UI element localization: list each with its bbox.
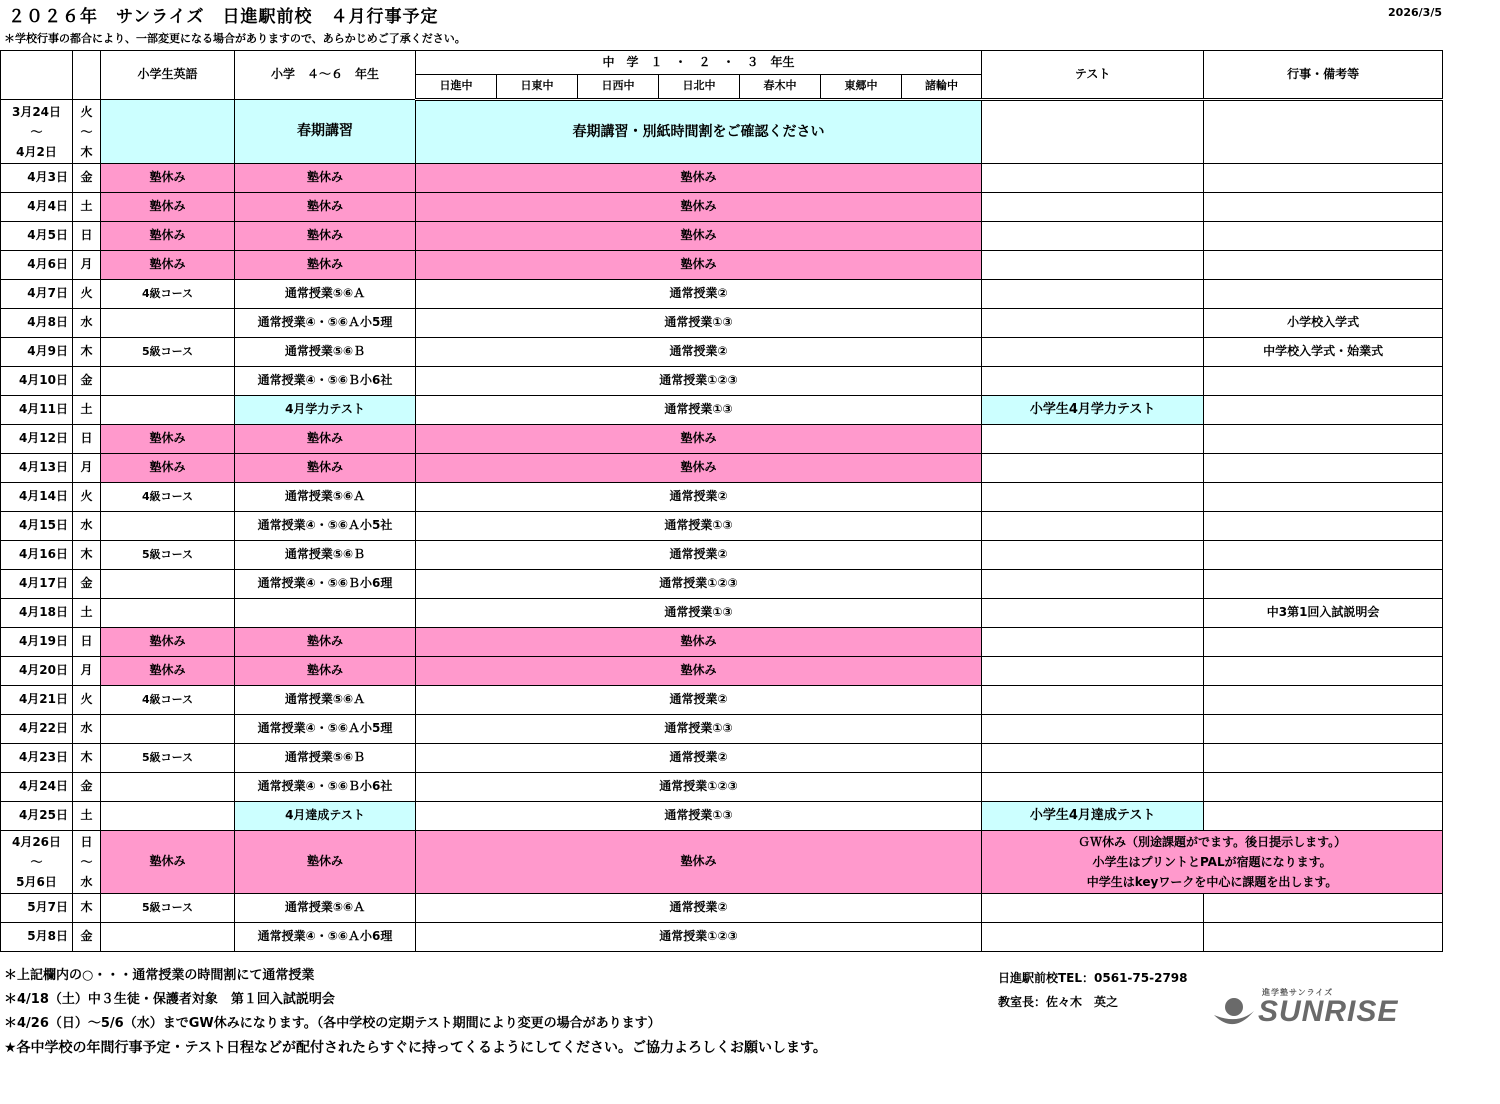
date-cell: 4月17日 [1, 570, 73, 599]
event-cell [1204, 425, 1443, 454]
dow-cell: 金 [73, 164, 101, 193]
event-cell [1204, 541, 1443, 570]
elem-46-cell: 通常授業⑤⑥Ａ [235, 280, 416, 309]
test-cell [982, 193, 1204, 222]
table-row [1, 831, 1443, 894]
footer-note: ＊上記欄内の○・・・通常授業の時間割にて通常授業 [4, 968, 315, 983]
footer-note: ＊4/26（日）～5/6（水）までGW休みになります。（各中学校の定期テスト期間により変更の場合があります） [4, 1016, 661, 1031]
dow-cell: 木 [73, 894, 101, 923]
date-cell-line: 3月24日 [11, 104, 62, 119]
elem-english-cell [101, 802, 235, 831]
dow-cell: 水 [73, 309, 101, 338]
middle-cell: 通常授業② [416, 483, 982, 512]
table-row [1, 599, 1443, 628]
dow-cell: 月 [73, 251, 101, 280]
elem-46-cell: 通常授業④・⑤⑥Ａ小6理 [235, 923, 416, 952]
event-cell [1204, 164, 1443, 193]
header-events: 行事・備考等 [1204, 51, 1443, 100]
dow-cell: 月 [73, 657, 101, 686]
dow-cell [73, 831, 101, 894]
test-cell [982, 715, 1204, 744]
table-row [1, 570, 1443, 599]
test-cell [982, 367, 1204, 396]
test-cell [982, 541, 1204, 570]
table-row [1, 164, 1443, 193]
elem-english-cell: 塾休み [101, 657, 235, 686]
event-cell [1204, 193, 1443, 222]
dow-cell: 火 [73, 686, 101, 715]
test-cell [982, 628, 1204, 657]
page-title: ２０２６年 サンライズ 日進駅前校 ４月行事予定 [8, 7, 439, 27]
table-row [1, 309, 1443, 338]
header-school: 春木中 [740, 75, 821, 100]
elem-46-cell: 通常授業⑤⑥Ａ [235, 686, 416, 715]
elem-english-cell: 塾休み [101, 193, 235, 222]
date-cell: 4月15日 [1, 512, 73, 541]
table-row [1, 483, 1443, 512]
date-cell: 4月18日 [1, 599, 73, 628]
date-cell [1, 831, 73, 894]
dow-cell: 月 [73, 454, 101, 483]
test-cell [982, 164, 1204, 193]
school-info [998, 966, 1188, 1014]
date-cell: 4月13日 [1, 454, 73, 483]
middle-cell: 通常授業①③ [416, 802, 982, 831]
middle-cell: 通常授業①③ [416, 309, 982, 338]
elem-english-cell: 塾休み [101, 251, 235, 280]
elem-english-cell: 塾休み [101, 222, 235, 251]
middle-cell: 塾休み [416, 164, 982, 193]
date-cell: 4月12日 [1, 425, 73, 454]
date-cell: 4月24日 [1, 773, 73, 802]
middle-cell: 通常授業①②③ [416, 773, 982, 802]
event-cell: 中3第1回入試説明会 [1204, 599, 1443, 628]
elem-english-cell [101, 396, 235, 425]
date-cell: 4月23日 [1, 744, 73, 773]
event-cell [1204, 570, 1443, 599]
test-cell [982, 280, 1204, 309]
dow-cell: 金 [73, 923, 101, 952]
dow-cell: 土 [73, 599, 101, 628]
middle-cell: 塾休み [416, 657, 982, 686]
header-test: テスト [982, 51, 1204, 100]
elem-english-cell [101, 715, 235, 744]
event-cell [1204, 894, 1443, 923]
event-cell [1204, 715, 1443, 744]
middle-cell: 塾休み [416, 454, 982, 483]
date-cell: 4月16日 [1, 541, 73, 570]
test-cell [982, 483, 1204, 512]
test-cell [982, 686, 1204, 715]
table-row [1, 802, 1443, 831]
elem-46-cell: 4月学力テスト [235, 396, 416, 425]
table-row [1, 367, 1443, 396]
test-cell: 小学生4月達成テスト [982, 802, 1204, 831]
event-cell [1204, 628, 1443, 657]
date-cell: 4月10日 [1, 367, 73, 396]
dow-cell-line: 火 [80, 104, 93, 119]
date-cell: 4月3日 [1, 164, 73, 193]
elem-english-cell: 5級コース [101, 338, 235, 367]
test-cell [982, 512, 1204, 541]
logo-text: SUNRISE [1258, 995, 1399, 1028]
dow-cell-line: 日 [80, 835, 93, 849]
event-cell [1204, 923, 1443, 952]
table-row [1, 193, 1443, 222]
elem-english-cell [101, 773, 235, 802]
elem-46-cell: 塾休み [235, 454, 416, 483]
elem-english-cell: 5級コース [101, 894, 235, 923]
gw-note-line: ＧＷ休み（別途課題がでます。後日提示します。） [1078, 835, 1347, 849]
middle-cell: 通常授業② [416, 744, 982, 773]
middle-cell: 塾休み [416, 831, 982, 894]
date-cell: 4月22日 [1, 715, 73, 744]
table-row [1, 744, 1443, 773]
table-row [1, 657, 1443, 686]
header-elem-english: 小学生英語 [101, 51, 235, 100]
middle-cell: 通常授業② [416, 894, 982, 923]
gw-note-line: 中学生はkeyワークを中心に課題を出します。 [1086, 875, 1338, 889]
test-cell [982, 570, 1204, 599]
elem-46-cell: 通常授業④・⑤⑥Ａ小5社 [235, 512, 416, 541]
date-cell: 4月21日 [1, 686, 73, 715]
test-cell [982, 100, 1204, 164]
elem-46-cell: 塾休み [235, 657, 416, 686]
footer-notes [4, 964, 827, 1060]
test-cell [982, 454, 1204, 483]
date-cell: 5月7日 [1, 894, 73, 923]
test-cell [982, 309, 1204, 338]
middle-cell: 通常授業② [416, 280, 982, 309]
dow-cell: 日 [73, 628, 101, 657]
table-row [1, 541, 1443, 570]
event-cell [1204, 657, 1443, 686]
date-cell: 5月8日 [1, 923, 73, 952]
elem-english-cell: 4級コース [101, 280, 235, 309]
middle-cell: 塾休み [416, 193, 982, 222]
dow-cell: 木 [73, 744, 101, 773]
dow-cell: 水 [73, 715, 101, 744]
elem-english-cell: 5級コース [101, 744, 235, 773]
principal-name: 教室長：佐々木 英之 [998, 995, 1119, 1009]
event-cell [1204, 802, 1443, 831]
middle-cell: 通常授業①②③ [416, 570, 982, 599]
middle-cell: 通常授業①②③ [416, 923, 982, 952]
event-cell [1204, 483, 1443, 512]
table-row [1, 338, 1443, 367]
elem-46-cell: 塾休み [235, 831, 416, 894]
dow-cell-line: ～ [80, 855, 93, 869]
test-cell [982, 222, 1204, 251]
test-cell [982, 744, 1204, 773]
event-cell [1204, 686, 1443, 715]
test-cell [982, 599, 1204, 628]
middle-cell: 塾休み [416, 628, 982, 657]
table-row [1, 396, 1443, 425]
footer-note: ★各中学校の年間行事予定・テスト日程などが配付されたらすぐに持ってくるようにしてください。ご協力よろしくお願いします。 [4, 1040, 827, 1056]
date-cell: 4月5日 [1, 222, 73, 251]
dow-cell: 金 [73, 367, 101, 396]
elem-46-cell: 塾休み [235, 164, 416, 193]
header-school: 日進中 [416, 75, 497, 100]
dow-cell-line: ～ [80, 124, 93, 139]
elem-english-cell: 塾休み [101, 628, 235, 657]
dow-cell: 土 [73, 802, 101, 831]
sunrise-logo [1212, 985, 1422, 1035]
gw-note-line: 小学生はプリントとPALが宿題になります。 [1092, 855, 1332, 869]
table-row [1, 100, 1443, 164]
dow-cell: 日 [73, 222, 101, 251]
dow-cell: 火 [73, 483, 101, 512]
table-row [1, 512, 1443, 541]
date-cell: 4月4日 [1, 193, 73, 222]
date-cell: 4月14日 [1, 483, 73, 512]
dow-cell-line: 水 [80, 875, 93, 889]
event-cell [1204, 396, 1443, 425]
date-cell: 4月7日 [1, 280, 73, 309]
middle-cell: 塾休み [416, 222, 982, 251]
event-cell [1204, 454, 1443, 483]
table-row [1, 280, 1443, 309]
table-row [1, 894, 1443, 923]
middle-cell: 通常授業①③ [416, 715, 982, 744]
event-cell [1204, 367, 1443, 396]
sunrise-logo-icon [1212, 989, 1256, 1033]
table-row [1, 425, 1443, 454]
date-cell-line: ～ [30, 124, 43, 139]
elem-46-cell [235, 599, 416, 628]
test-cell [982, 894, 1204, 923]
dow-cell: 金 [73, 773, 101, 802]
elem-english-cell [101, 923, 235, 952]
elem-46-cell: 通常授業⑤⑥Ａ [235, 894, 416, 923]
date-cell: 4月19日 [1, 628, 73, 657]
date-cell: 4月25日 [1, 802, 73, 831]
date-cell [1, 100, 73, 164]
elem-english-cell [101, 512, 235, 541]
schedule-table [0, 50, 1443, 952]
middle-cell: 通常授業①②③ [416, 367, 982, 396]
middle-cell: 春期講習・別紙時間割をご確認ください [416, 100, 982, 164]
date-cell: 4月8日 [1, 309, 73, 338]
event-cell: 中学校入学式・始業式 [1204, 338, 1443, 367]
school-tel: 日進駅前校TEL：0561-75-2798 [998, 971, 1188, 985]
dow-cell: 土 [73, 396, 101, 425]
table-row [1, 686, 1443, 715]
elem-46-cell: 通常授業④・⑤⑥Ａ小5理 [235, 309, 416, 338]
notice-text: ＊学校行事の都合により、一部変更になる場合がありますので、あらかじめご了承ください。 [4, 32, 466, 45]
header-date [1, 51, 73, 100]
event-cell [1204, 280, 1443, 309]
header-dow [73, 51, 101, 100]
elem-english-cell: 塾休み [101, 425, 235, 454]
table-row [1, 715, 1443, 744]
gw-note-cell [982, 831, 1443, 894]
table-row [1, 628, 1443, 657]
elem-46-cell: 通常授業⑤⑥Ａ [235, 483, 416, 512]
middle-cell: 通常授業② [416, 686, 982, 715]
elem-english-cell [101, 599, 235, 628]
elem-46-cell: 通常授業④・⑤⑥Ｂ小6社 [235, 773, 416, 802]
elem-english-cell: 5級コース [101, 541, 235, 570]
dow-cell: 土 [73, 193, 101, 222]
test-cell [982, 923, 1204, 952]
elem-46-cell: 通常授業④・⑤⑥Ｂ小6社 [235, 367, 416, 396]
date-cell: 4月9日 [1, 338, 73, 367]
elem-english-cell [101, 309, 235, 338]
dow-cell: 木 [73, 541, 101, 570]
test-cell: 小学生4月学力テスト [982, 396, 1204, 425]
middle-cell: 通常授業①③ [416, 512, 982, 541]
footer-note: ＊4/18（土）中３生徒・保護者対象 第１回入試説明会 [4, 992, 335, 1007]
header-school: 日西中 [578, 75, 659, 100]
header-middle: 中 学 １ ・ ２ ・ ３ 年生 [416, 51, 982, 75]
elem-46-cell: 塾休み [235, 222, 416, 251]
issue-date: 2026/3/5 [1388, 6, 1442, 19]
dow-cell [73, 100, 101, 164]
elem-46-cell: 春期講習 [235, 100, 416, 164]
middle-cell: 塾休み [416, 425, 982, 454]
date-cell: 4月20日 [1, 657, 73, 686]
dow-cell: 水 [73, 512, 101, 541]
test-cell [982, 251, 1204, 280]
middle-cell: 通常授業①③ [416, 599, 982, 628]
elem-46-cell: 塾休み [235, 425, 416, 454]
table-row [1, 454, 1443, 483]
elem-46-cell: 通常授業④・⑤⑥Ａ小5理 [235, 715, 416, 744]
date-cell-line: ～ [30, 855, 43, 869]
elem-english-cell [101, 100, 235, 164]
elem-english-cell [101, 570, 235, 599]
date-cell-line: 4月2日 [16, 144, 57, 159]
logo-small-text: 進学塾サンライズ [1262, 988, 1334, 997]
dow-cell-line: 木 [80, 144, 93, 159]
event-cell [1204, 100, 1443, 164]
event-cell [1204, 512, 1443, 541]
header-school: 東郷中 [821, 75, 902, 100]
test-cell [982, 657, 1204, 686]
event-cell [1204, 251, 1443, 280]
dow-cell: 火 [73, 280, 101, 309]
elem-46-cell: 通常授業⑤⑥Ｂ [235, 338, 416, 367]
elem-46-cell: 4月達成テスト [235, 802, 416, 831]
middle-cell: 通常授業①③ [416, 396, 982, 425]
date-cell: 4月6日 [1, 251, 73, 280]
test-cell [982, 773, 1204, 802]
header-school: 日北中 [659, 75, 740, 100]
event-cell [1204, 744, 1443, 773]
elem-english-cell [101, 367, 235, 396]
elem-46-cell: 塾休み [235, 193, 416, 222]
elem-english-cell: 塾休み [101, 164, 235, 193]
date-cell: 4月11日 [1, 396, 73, 425]
elem-46-cell: 塾休み [235, 628, 416, 657]
event-cell: 小学校入学式 [1204, 309, 1443, 338]
date-cell-line: 4月26日 [11, 835, 62, 849]
header-school: 日東中 [497, 75, 578, 100]
table-row [1, 923, 1443, 952]
event-cell [1204, 222, 1443, 251]
date-cell-line: 5月6日 [16, 875, 57, 889]
header-elem-46: 小学 ４～６ 年生 [235, 51, 416, 100]
middle-cell: 塾休み [416, 251, 982, 280]
elem-46-cell: 通常授業⑤⑥Ｂ [235, 541, 416, 570]
elem-english-cell: 4級コース [101, 686, 235, 715]
elem-46-cell: 通常授業⑤⑥Ｂ [235, 744, 416, 773]
test-cell [982, 425, 1204, 454]
dow-cell: 木 [73, 338, 101, 367]
dow-cell: 日 [73, 425, 101, 454]
elem-english-cell: 塾休み [101, 831, 235, 894]
elem-english-cell: 4級コース [101, 483, 235, 512]
table-row [1, 222, 1443, 251]
middle-cell: 通常授業② [416, 541, 982, 570]
table-row [1, 251, 1443, 280]
elem-46-cell: 塾休み [235, 251, 416, 280]
header-school: 諸輪中 [902, 75, 982, 100]
elem-english-cell: 塾休み [101, 454, 235, 483]
dow-cell: 金 [73, 570, 101, 599]
event-cell [1204, 773, 1443, 802]
middle-cell: 通常授業② [416, 338, 982, 367]
table-row [1, 773, 1443, 802]
test-cell [982, 338, 1204, 367]
elem-46-cell: 通常授業④・⑤⑥Ｂ小6理 [235, 570, 416, 599]
